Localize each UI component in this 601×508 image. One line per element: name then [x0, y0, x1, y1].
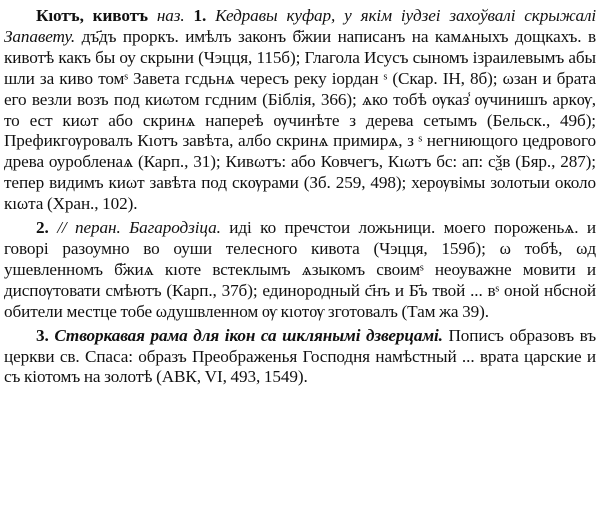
- sense-2-label: // перан.: [57, 218, 121, 238]
- sense-1-paragraph: [4, 6, 596, 215]
- sense-2-gloss: Багародзіца.: [129, 218, 221, 238]
- sense-2-paragraph: [4, 218, 596, 323]
- sense-1-number: 1.: [193, 6, 207, 25]
- headword: Кıотъ, кивотъ: [36, 6, 148, 25]
- sense-2-number: 2.: [36, 218, 49, 238]
- sense-3-citations: Пописъ образовъ въ церкви св. Спаса: образъ Преображенья Господня намѣстный ... врата царские и съ кіотомъ на золотѣ (АВК, VI, 493, 1549).: [4, 325, 597, 387]
- sense-2-citations: иді ко пречстои ложьници. моего пороженьѧ. и говорі разоумно во оуши телесного кивота (Чэцця, 159б); ω тобѣ, ωд ушевленномъ б҃жиѧ кıоте встеклымъ ѧзыкомъ своимˢ неоуважне мовити и диспѹтовати смѣютъ (Карп., 37б); единородный с҃нъ и Б҃ъ твой ... вˢ оной нбсной обители местце тобе ωдушвленном ѹ кıотѹ зготовалъ (Там жа 39).: [4, 218, 597, 321]
- grammar-label: наз.: [156, 6, 185, 25]
- sense-1-gloss: Кедравы куфар, у якім іудзеі захоўвалі скрыжалі Запавету.: [4, 6, 597, 46]
- dictionary-page: [4, 6, 596, 504]
- sense-3-gloss: Створкавая рама для ікон са шклянымі дзверцамі.: [54, 325, 443, 345]
- sense-1-citations: дъ҃дъ проркъ. имѣлъ законъ б҃жии написанъ на камѧныхъ дощкахъ. в кивотѣ какъ бы оу скрыни (Чэцця, 115б); Глагола Исусъ сыномъ ізраилевымъ абы шли за киво томˢ Завета гсдьнѧ чересъ реку іордан ˢ (Скар. IН, 8б); ωзан и брата его везли возъ под киωтом гсдним (Біблія, 366); ѧко тобѣ ѹказ̾ ѹчинишъ аркѹ, то ест киωт або скринѧ напереѣ ѹчинѣте з дерева сетымъ (Бельск., 49б); Префикгѹровалъ Кıотъ завѣта, албо скринѧ примирѧ, з ˢ негниющого цедрового древа оуробленаѧ (Карп., 31); Кивωтъ: або Ковчегъ, Кıωтъ бс: ап: сѯв (Бяр., 287); тепер видимъ киωт завѣта под скѹрами (Зб. 259, 498); херѹвімы золотыи около кıωта (Хран., 102).: [4, 26, 596, 214]
- sense-3-number: 3.: [36, 325, 49, 345]
- sense-3-paragraph: [4, 326, 596, 389]
